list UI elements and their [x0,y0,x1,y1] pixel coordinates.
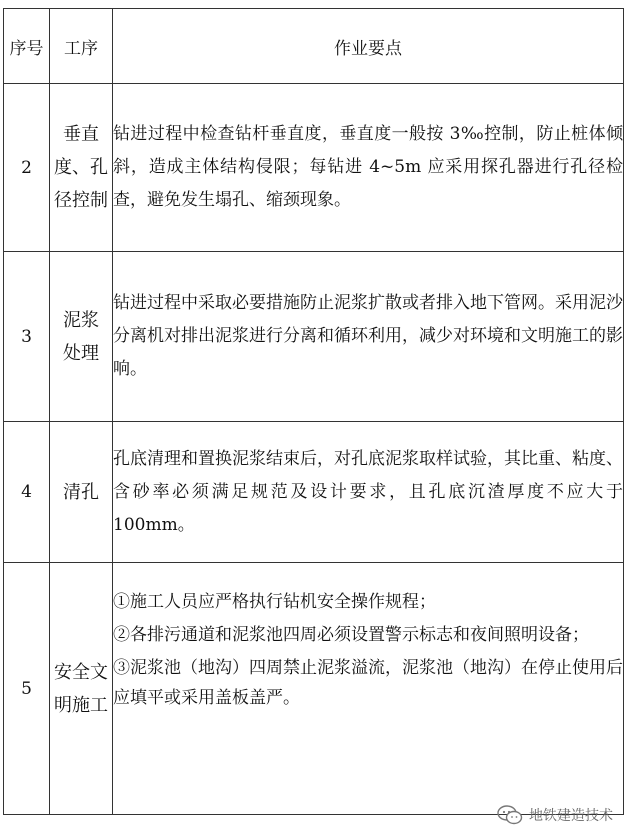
table-row [4,252,624,422]
work-points-table [3,8,624,815]
watermark-text: 地铁建造技术 [529,808,613,824]
description-step-2: ②各排污通道和泥浆池四周必须设置警示标志和夜间照明设备； [113,625,589,645]
description-text: 钻进过程中检查钻杆垂直度，垂直度一般按 3‰控制，防止桩体倾斜，造成主体结构侵限；每钻进 4~5m 应采用探孔器进行孔径检查，避免发生塌孔、缩颈现象。 [113,124,623,210]
table-row [4,84,624,252]
wechat-icon [497,805,523,825]
row-number: 3 [4,252,50,422]
row-description [113,422,624,563]
watermark [497,805,613,825]
row-description [113,563,624,815]
row-process: 安全文明施工 [50,563,113,815]
header-points: 作业要点 [113,9,624,84]
row-number: 5 [4,563,50,815]
header-process: 工序 [50,9,113,84]
description-text: 孔底清理和置换泥浆结束后，对孔底泥浆取样试验，其比重、粘度、含砂率必须满足规范及设计要求，且孔底沉渣厚度不应大于 100mm。 [113,448,623,535]
row-number: 2 [4,84,50,252]
table-row [4,422,624,563]
row-process: 垂直度、孔径控制 [50,84,113,252]
table-row [4,563,624,815]
table-header-row [4,9,624,84]
header-seq: 序号 [4,9,50,84]
row-description [113,252,624,422]
row-number: 4 [4,422,50,563]
description-step-3: ③泥浆池（地沟）四周禁止泥浆溢流，泥浆池（地沟）在停止使用后应填平或采用盖板盖严。 [113,658,623,708]
row-description [113,84,624,252]
description-text: 钻进过程中采取必要措施防止泥浆扩散或者排入地下管网。采用泥沙分离机对排出泥浆进行分离和循环利用，减少对环境和文明施工的影响。 [113,293,623,379]
description-step-1: ①施工人员应严格执行钻机安全操作规程； [113,592,436,612]
row-process: 清孔 [50,422,113,563]
row-process: 泥浆处理 [50,252,113,422]
